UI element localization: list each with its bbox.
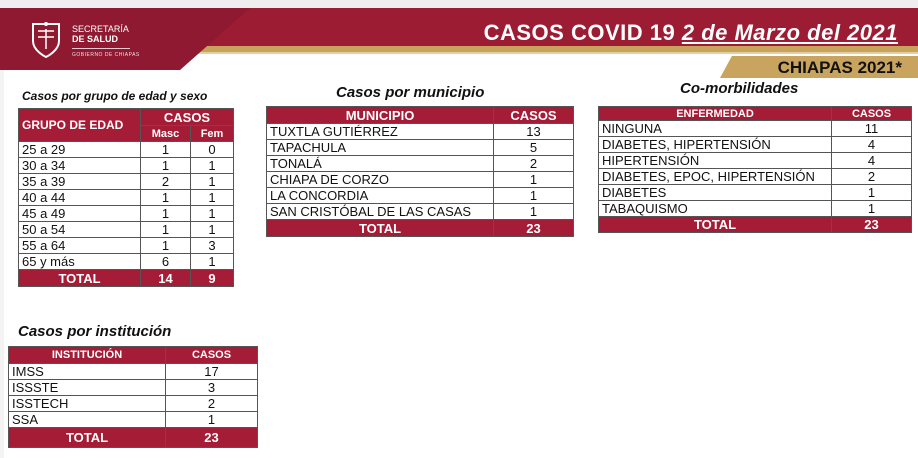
institucion-rows (9, 364, 258, 428)
total-label: TOTAL (19, 270, 141, 287)
masc-count: 1 (141, 238, 191, 254)
header-title (484, 20, 898, 46)
report-date: 2 de Marzo del 2021 (681, 20, 898, 45)
age-sex-caption: Casos por grupo de edad y sexo (22, 89, 208, 103)
comorb-rows (599, 121, 912, 217)
table-row (19, 254, 234, 270)
fem-count: 1 (191, 190, 234, 206)
institution-name: ISSSTE (9, 380, 166, 396)
disease-cases: 2 (832, 169, 912, 185)
municipio-cases: 1 (494, 204, 574, 220)
col-header-enfermedad: ENFERMEDAD (599, 107, 832, 121)
fem-count: 1 (191, 206, 234, 222)
col-header-cases: CASOS (832, 107, 912, 121)
institution-cases: 3 (166, 380, 258, 396)
table-row (267, 188, 574, 204)
fem-count: 1 (191, 254, 234, 270)
municipio-cases: 1 (494, 188, 574, 204)
total-value: 23 (494, 220, 574, 237)
total-row (19, 270, 234, 287)
age-group: 55 a 64 (19, 238, 141, 254)
table-row (19, 238, 234, 254)
logo-line-1: SECRETARÍA (72, 24, 129, 34)
table-row (19, 174, 234, 190)
table-row (599, 185, 912, 201)
col-header-fem: Fem (191, 126, 234, 142)
title-text: CASOS COVID 19 (483, 20, 676, 45)
comorb-caption: Co-morbilidades (680, 80, 799, 97)
disease-name: DIABETES, EPOC, HIPERTENSIÓN (599, 169, 832, 185)
age-group: 45 a 49 (19, 206, 141, 222)
disease-cases: 1 (832, 201, 912, 217)
total-label: TOTAL (267, 220, 494, 237)
masc-count: 6 (141, 254, 191, 270)
state-label: CHIAPAS 2021* (777, 58, 902, 77)
table-row (599, 137, 912, 153)
col-header-institucion: INSTITUCIÓN (9, 347, 166, 364)
disease-cases: 1 (832, 185, 912, 201)
table-row (9, 396, 258, 412)
col-header-cases: CASOS (141, 109, 234, 126)
disease-name: NINGUNA (599, 121, 832, 137)
comorb-table (598, 106, 912, 233)
disease-name: DIABETES, HIPERTENSIÓN (599, 137, 832, 153)
table-row (599, 121, 912, 137)
institucion-table (8, 346, 258, 448)
masc-count: 1 (141, 142, 191, 158)
disease-cases: 11 (832, 121, 912, 137)
age-group: 30 a 34 (19, 158, 141, 174)
municipio-name: TUXTLA GUTIÉRREZ (267, 124, 494, 140)
masc-count: 1 (141, 158, 191, 174)
state-seal-icon (30, 21, 62, 59)
age-sex-table (18, 108, 234, 287)
fem-count: 3 (191, 238, 234, 254)
institucion-caption: Casos por institución (18, 323, 172, 340)
table-row (267, 172, 574, 188)
table-row (599, 201, 912, 217)
top-strip (0, 0, 918, 8)
disease-cases: 4 (832, 153, 912, 169)
fem-count: 0 (191, 142, 234, 158)
table-row (19, 206, 234, 222)
masc-count: 1 (141, 190, 191, 206)
logo-line-3: GOBIERNO DE CHIAPAS (72, 52, 140, 58)
institution-cases: 1 (166, 412, 258, 428)
masc-count: 1 (141, 206, 191, 222)
total-label: TOTAL (599, 217, 832, 233)
table-row (9, 380, 258, 396)
age-group: 35 a 39 (19, 174, 141, 190)
table-row (19, 190, 234, 206)
municipio-cases: 5 (494, 140, 574, 156)
municipio-name: TAPACHULA (267, 140, 494, 156)
disease-name: DIABETES (599, 185, 832, 201)
age-group: 40 a 44 (19, 190, 141, 206)
municipio-name: CHIAPA DE CORZO (267, 172, 494, 188)
col-header-municipio: MUNICIPIO (267, 107, 494, 124)
disease-cases: 4 (832, 137, 912, 153)
institution-cases: 17 (166, 364, 258, 380)
col-header-masc: Masc (141, 126, 191, 142)
age-group: 25 a 29 (19, 142, 141, 158)
total-label: TOTAL (9, 428, 166, 448)
total-value: 23 (166, 428, 258, 448)
municipio-name: TONALÁ (267, 156, 494, 172)
municipio-rows (267, 124, 574, 220)
col-header-cases: CASOS (166, 347, 258, 364)
gold-stripe-thin (160, 52, 918, 54)
table-row (267, 124, 574, 140)
table-row (599, 153, 912, 169)
institution-cases: 2 (166, 396, 258, 412)
total-row (9, 428, 258, 448)
municipio-cases: 13 (494, 124, 574, 140)
col-header-cases: CASOS (494, 107, 574, 124)
disease-name: TABAQUISMO (599, 201, 832, 217)
total-masc: 14 (141, 270, 191, 287)
table-row (19, 222, 234, 238)
disease-name: HIPERTENSIÓN (599, 153, 832, 169)
municipio-table (266, 106, 574, 237)
age-group: 50 a 54 (19, 222, 141, 238)
masc-count: 1 (141, 222, 191, 238)
municipio-name: SAN CRISTÓBAL DE LAS CASAS (267, 204, 494, 220)
fem-count: 1 (191, 174, 234, 190)
age-sex-rows (19, 142, 234, 270)
table-row (19, 142, 234, 158)
masc-count: 2 (141, 174, 191, 190)
table-row (9, 412, 258, 428)
table-row (599, 169, 912, 185)
municipio-cases: 1 (494, 172, 574, 188)
institution-name: SSA (9, 412, 166, 428)
table-row (9, 364, 258, 380)
age-group: 65 y más (19, 254, 141, 270)
institution-name: IMSS (9, 364, 166, 380)
total-row (599, 217, 912, 233)
logo-line-2: DE SALUD (72, 34, 119, 44)
fem-count: 1 (191, 222, 234, 238)
table-row (267, 156, 574, 172)
total-value: 23 (832, 217, 912, 233)
table-row (267, 204, 574, 220)
logo-divider (72, 48, 130, 49)
table-row (19, 158, 234, 174)
total-row (267, 220, 574, 237)
municipio-name: LA CONCORDIA (267, 188, 494, 204)
municipio-caption: Casos por municipio (336, 84, 485, 101)
total-fem: 9 (191, 270, 234, 287)
table-row (267, 140, 574, 156)
municipio-cases: 2 (494, 156, 574, 172)
col-header-group: GRUPO DE EDAD (19, 109, 141, 142)
fem-count: 1 (191, 158, 234, 174)
institution-name: ISSTECH (9, 396, 166, 412)
